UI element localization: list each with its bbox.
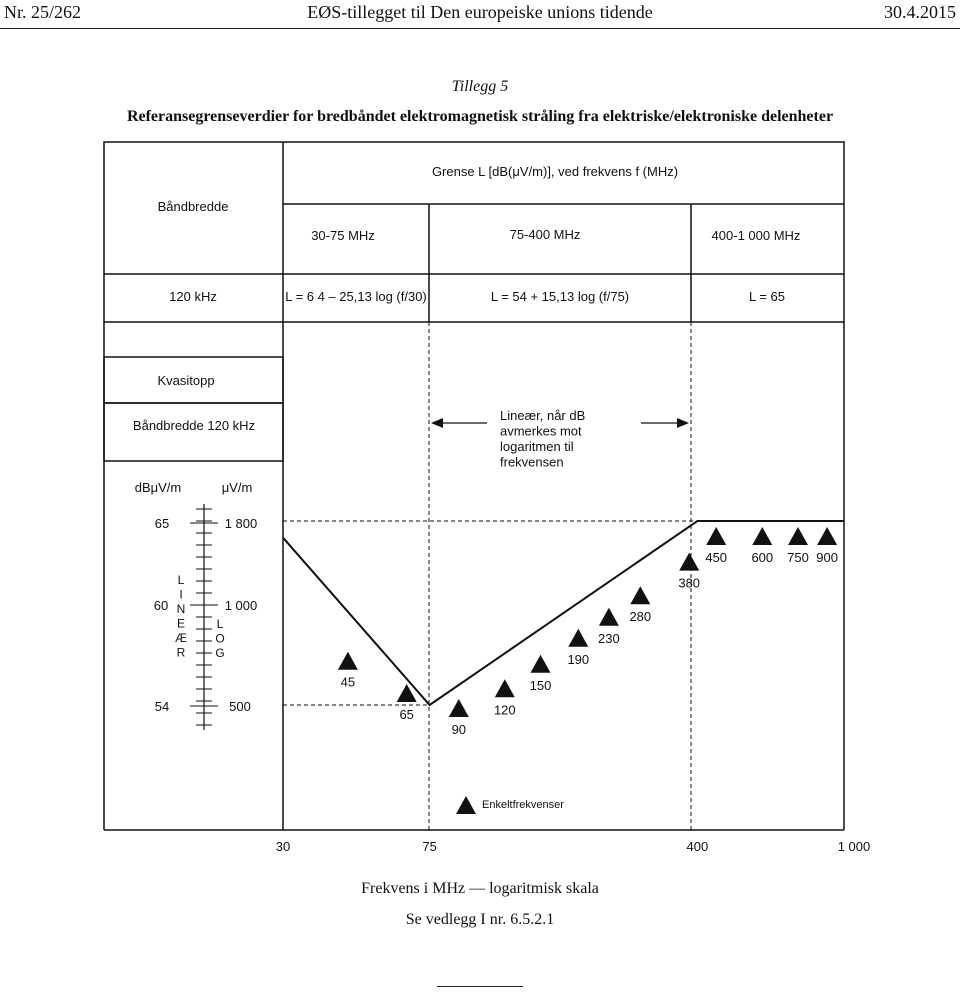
marker-label-230: 230 [598, 630, 620, 646]
scale-db-54: 54 [154, 699, 170, 714]
marker-label-190: 190 [567, 651, 590, 667]
annotation-line: Lineær, når dB [500, 408, 586, 423]
formula-30-75: L = 6 4 – 25,13 log (f/30) [285, 289, 427, 304]
annotation-text [500, 408, 585, 470]
scale-letter: L [216, 617, 224, 631]
formula-75-400: L = 54 + 15,13 log (f/75) [490, 289, 630, 304]
x-tick-75: 75 [422, 839, 437, 854]
publication-title: EØS-tillegget til Den europeiske unions tidende [307, 2, 653, 22]
x-tick-30: 30 [275, 839, 291, 854]
marker-label-150: 150 [529, 677, 552, 693]
scale-letter: L [177, 573, 185, 587]
linear-scale-label [175, 573, 187, 660]
marker-label-380: 380 [678, 575, 701, 591]
frequency-gridlines [429, 322, 691, 830]
limit-header: Grense L [dB(μV/m)], ved frekvens f (MHz) [431, 164, 679, 179]
scale-db-65: 65 [154, 516, 170, 531]
range-400-1000: 400-1 000 MHz [711, 228, 801, 243]
marker-label-450: 450 [705, 550, 728, 565]
range-75-400: 75-400 MHz [509, 227, 581, 242]
marker-900 [817, 527, 837, 545]
marker-label-280: 280 [629, 609, 652, 625]
appendix-label: Tillegg 5 [451, 78, 509, 95]
marker-label-600: 600 [751, 550, 774, 565]
scale-uv-1000: 1 000 [224, 598, 258, 613]
marker-label-65: 65 [399, 707, 414, 722]
scale-letter: I [179, 587, 183, 602]
marker-280 [630, 586, 650, 604]
plot-frame [104, 322, 844, 830]
marker-label-750: 750 [787, 550, 809, 565]
scale-letter: N [176, 602, 186, 616]
chart-title: Referansegrenseverdier for bredbåndet elektromagnetisk stråling fra elektriske/elektroniske delenheter [126, 108, 834, 125]
marker-label-900: 900 [816, 550, 838, 565]
marker-150 [531, 655, 551, 673]
marker-190 [568, 629, 588, 647]
log-scale-label [215, 617, 224, 660]
page-number: Nr. 25/262 [4, 2, 82, 22]
x-tick-labels [276, 839, 871, 854]
marker-230 [599, 608, 619, 626]
annotation-line: frekvensen [500, 454, 564, 470]
range-30-75: 30-75 MHz [311, 228, 375, 243]
footer-rule [437, 986, 523, 987]
unit-uv-label: μV/m [221, 480, 253, 495]
legend-label: Enkeltfrekvenser [482, 799, 564, 811]
marker-120 [495, 679, 515, 697]
row-bandwidth-label: 120 kHz [169, 289, 217, 304]
x-tick-400: 400 [686, 839, 709, 854]
marker-label-120: 120 [493, 702, 516, 718]
scale-uv-1800: 1 800 [224, 516, 258, 531]
appendix-reference: Se vedlegg I nr. 6.5.2.1 [405, 911, 555, 928]
marker-750 [788, 527, 808, 545]
limit-line [283, 521, 844, 705]
legend-marker [456, 796, 476, 814]
scale-letter: E [176, 616, 186, 631]
scale-letter: G [215, 646, 225, 660]
panel-bandwidth-label: Båndbredde 120 kHz [132, 418, 256, 433]
annotation-line: avmerkes mot [500, 423, 582, 439]
marker-600 [752, 527, 772, 545]
marker-90 [449, 699, 469, 717]
marker-380 [679, 553, 699, 571]
detector-label: Kvasitopp [157, 373, 215, 388]
annotation-line: logaritmen til [500, 439, 574, 454]
publication-date: 30.4.2015 [884, 2, 956, 22]
x-tick-1000: 1 000 [837, 839, 871, 854]
unit-db-label: dBμV/m [134, 480, 182, 495]
marker-450 [706, 527, 726, 545]
formula-400-1000: L = 65 [748, 289, 786, 304]
scale-letter: O [215, 631, 225, 646]
marker-45 [338, 652, 358, 670]
scale-letter: R [176, 645, 186, 660]
scale-db-60: 60 [153, 598, 169, 613]
scale-uv-500: 500 [229, 699, 251, 714]
x-axis-caption: Frekvens i MHz — logaritmisk skala [361, 880, 599, 897]
marker-label-45: 45 [340, 674, 356, 690]
bandwidth-header: Båndbredde [157, 199, 229, 214]
marker-label-90: 90 [451, 722, 467, 737]
scale-letter: Æ [175, 631, 187, 645]
